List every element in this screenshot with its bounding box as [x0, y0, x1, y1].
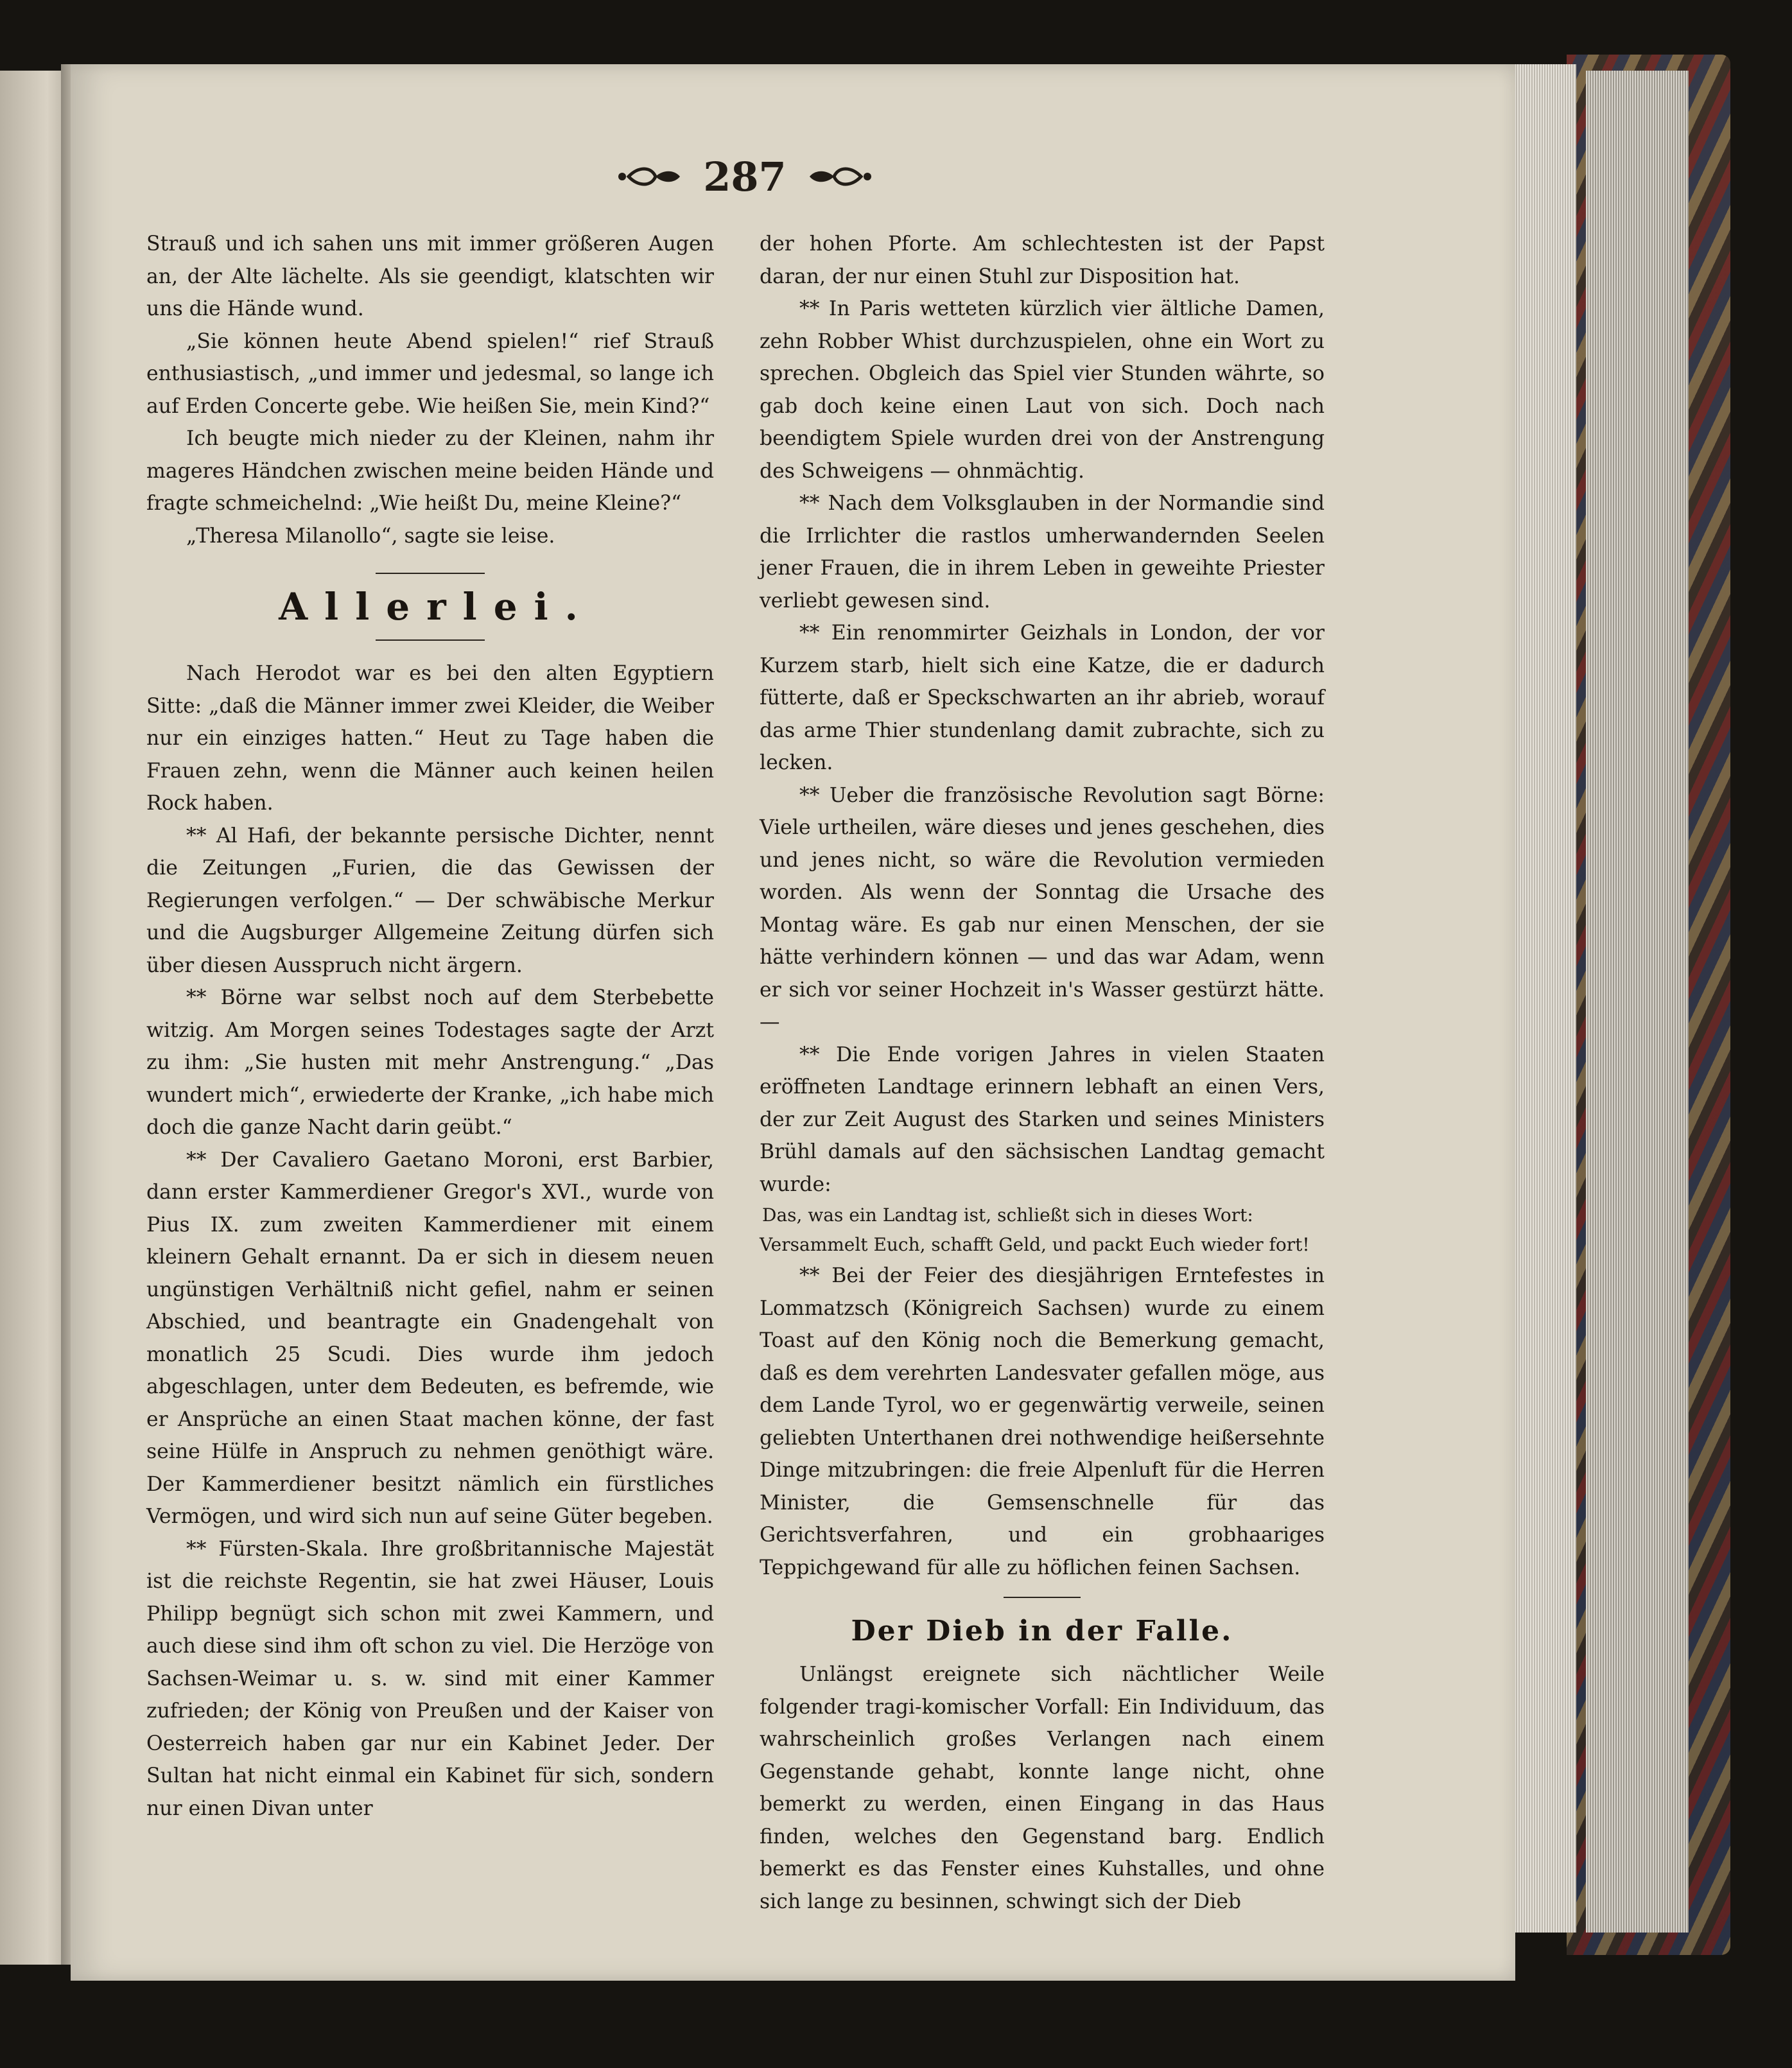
section-heading: Der Dieb in der Falle.: [851, 1615, 1233, 1647]
paragraph: ** Bei der Feier des diesjährigen Erntefestes in Lommatzsch (Königreich Sachsen) wurde zu einem Toast auf den König noch die Bemerkung gemacht, daß es dem verehrten Landesvater gefallen möge, aus dem Lande Tyrol, wo er gegenwärtig verweile, seinen geliebten Unterthanen drei nothwendige heißersehnte Dinge mitzubringen: die freie Alpenluft für die Herren Minister, die Gemsenschnelle für das Gerichtsverfahren, und ein grobhaariges Teppichgewand für alle zu höflichen feinen Sachsen.: [760, 1264, 1325, 1579]
paragraph: ** Börne war selbst noch auf dem Sterbebette witzig. Am Morgen seines Todestages sagte der Arzt zu ihm: „Sie husten mit mehr Anstrengung.“ „Das wundert mich“, erwiederte der Kranke, „ich habe mich doch die ganze Nacht darin geübt.“: [146, 986, 714, 1139]
paragraph: ** Fürsten-Skala. Ihre großbritannische Majestät ist die reichste Regentin, sie hat zwei Häuser, Louis Philipp begnügt sich schon mit zwei Kammern, und auch diese sind ihm oft schon zu viel. Die Herzöge von Sachsen-Weimar u. s. w. sind mit einer Kammer zufrieden; der König von Preußen und der Kaiser von Oesterreich haben gar nur ein Kabinet Jeder. Der Sultan hat nicht einmal ein Kabinet für sich, sondern nur einen Divan unter: [146, 1537, 714, 1820]
left-ornament-icon: [616, 164, 686, 189]
heading-rule: [376, 639, 485, 641]
paragraph: „Theresa Milanollo“, sagte sie leise.: [186, 524, 555, 548]
paragraph: ** Al Hafi, der bekannte persische Dichter, nennt die Zeitungen „Furien, die das Gewissen der Regierungen verfolgen.“ — Der schwäbische Merkur und die Augsburger Allgemeine Zeitung dürfen sich über diesen Ausspruch nicht ärgern.: [146, 824, 714, 977]
paragraph: ** Der Cavaliero Gaetano Moroni, erst Barbier, dann erster Kammerdiener Gregor's XVI., wurde von Pius IX. zum zweiten Kammerdiener mit einem kleinern Gehalt ernannt. Da er sich in diesem neuen ungünstigen Verhältniß nicht gefiel, nahm er seinen Abschied, und beantragte ein Gnadengehalt von monatlich 25 Scudi. Dies wurde ihm jedoch abgeschlagen, unter dem Bedeuten, es befremde, wie er Ansprüche an einen Staat machen könne, der fast seine Hülfe in Anspruch zu nehmen genöthigt wäre. Der Kammerdiener besitzt nämlich ein fürstliches Vermögen, und wird sich nun auf seine Güter begeben.: [146, 1148, 714, 1528]
paragraph: „Sie können heute Abend spielen!“ rief Strauß enthusiastisch, „und immer und jedesmal, so lange ich auf Erden Concerte gebe. Wie heißen Sie, mein Kind?“: [146, 329, 714, 418]
section-rule: [376, 573, 485, 574]
paragraph: ** Ein renommirter Geizhals in London, der vor Kurzem starb, hielt sich eine Katze, die er dadurch fütterte, daß er Speckschwarten an ihr abrieb, worauf das arme Thier stundenlang damit zubrachte, sich zu lecken.: [760, 621, 1325, 774]
left-page-edge: [0, 71, 67, 1965]
left-column: [146, 228, 714, 1825]
paragraph: Ich beugte mich nieder zu der Kleinen, nahm ihr mageres Händchen zwischen meine beiden Hände und fragte schmeichelnd: „Wie heißt Du, meine Kleine?“: [146, 427, 714, 515]
paragraph: ** In Paris wetteten kürzlich vier ältliche Damen, zehn Robber Whist durchzuspielen, ohne ein Wort zu sprechen. Obgleich das Spiel vier Stunden währte, so gab doch keine einen Laut von sich. Doch nach beendigtem Spiele wurden drei von der Anstrengung des Schweigens — ohnmächtig.: [760, 297, 1325, 483]
paragraph: der hohen Pforte. Am schlechtesten ist der Papst daran, der nur einen Stuhl zur Disposition hat.: [760, 232, 1325, 288]
section-rule: [1004, 1597, 1081, 1598]
page-edges-outer: [1512, 64, 1576, 1933]
paragraph: ** Nach dem Volksglauben in der Normandie sind die Irrlichter die rastlos umherwandernden Seelen jener Frauen, die in ihrem Leben in geweihte Priester verliebt gewesen sind.: [760, 492, 1325, 613]
paragraph: Nach Herodot war es bei den alten Egyptiern Sitte: „daß die Männer immer zwei Kleider, die Weiber nur ein einziges hatten.“ Heut zu Tage haben die Frauen zehn, wenn die Männer auch keinen heilen Rock haben.: [146, 662, 714, 815]
paragraph: ** Die Ende vorigen Jahres in vielen Staaten eröffneten Landtage erinnern lebhaft an einen Vers, der zur Zeit August des Starken und seines Ministers Brühl damals auf den sächsischen Landtag gemacht wurde:: [760, 1043, 1325, 1196]
section-heading: Allerlei.: [279, 585, 595, 629]
paragraph: ** Ueber die französische Revolution sagt Börne: Viele urtheilen, wäre dieses und jenes geschehen, dies und jenes nicht, so wäre die Revolution vermieden worden. Als wenn der Sonntag die Ursache des Montag wäre. Es gab nur einen Menschen, der sie hätte verhindern können — und das war Adam, wenn er sich vor seiner Hochzeit in's Wasser gestürzt hätte. —: [760, 783, 1325, 1034]
right-column: [760, 228, 1325, 1918]
paragraph: Strauß und ich sahen uns mit immer größeren Augen an, der Alte lächelte. Als sie geendigt, klatschten wir uns die Hände wund.: [146, 232, 714, 320]
page-number: 287: [703, 153, 787, 200]
page-edges-inner: [1586, 71, 1689, 1933]
right-ornament-icon: [803, 164, 874, 189]
verse-line: Versammelt Euch, schafft Geld, und packt Euch wieder fort!: [760, 1234, 1310, 1255]
paragraph: Unlängst ereignete sich nächtlicher Weile folgender tragi-komischer Vorfall: Ein Individuum, das wahrscheinlich großes Verlangen nach einem Gegenstande gehabt, konnte lange nicht, ohne bemerkt zu werden, einen Eingang in das Haus finden, welches den Gegenstand barg. Endlich bemerkt es das Fenster eines Kuhstalles, und ohne sich lange zu besinnen, schwingt sich der Dieb: [760, 1663, 1325, 1913]
page-header: [597, 154, 892, 199]
verse-line: Das, was ein Landtag ist, schließt sich in dieses Wort:: [762, 1204, 1253, 1226]
